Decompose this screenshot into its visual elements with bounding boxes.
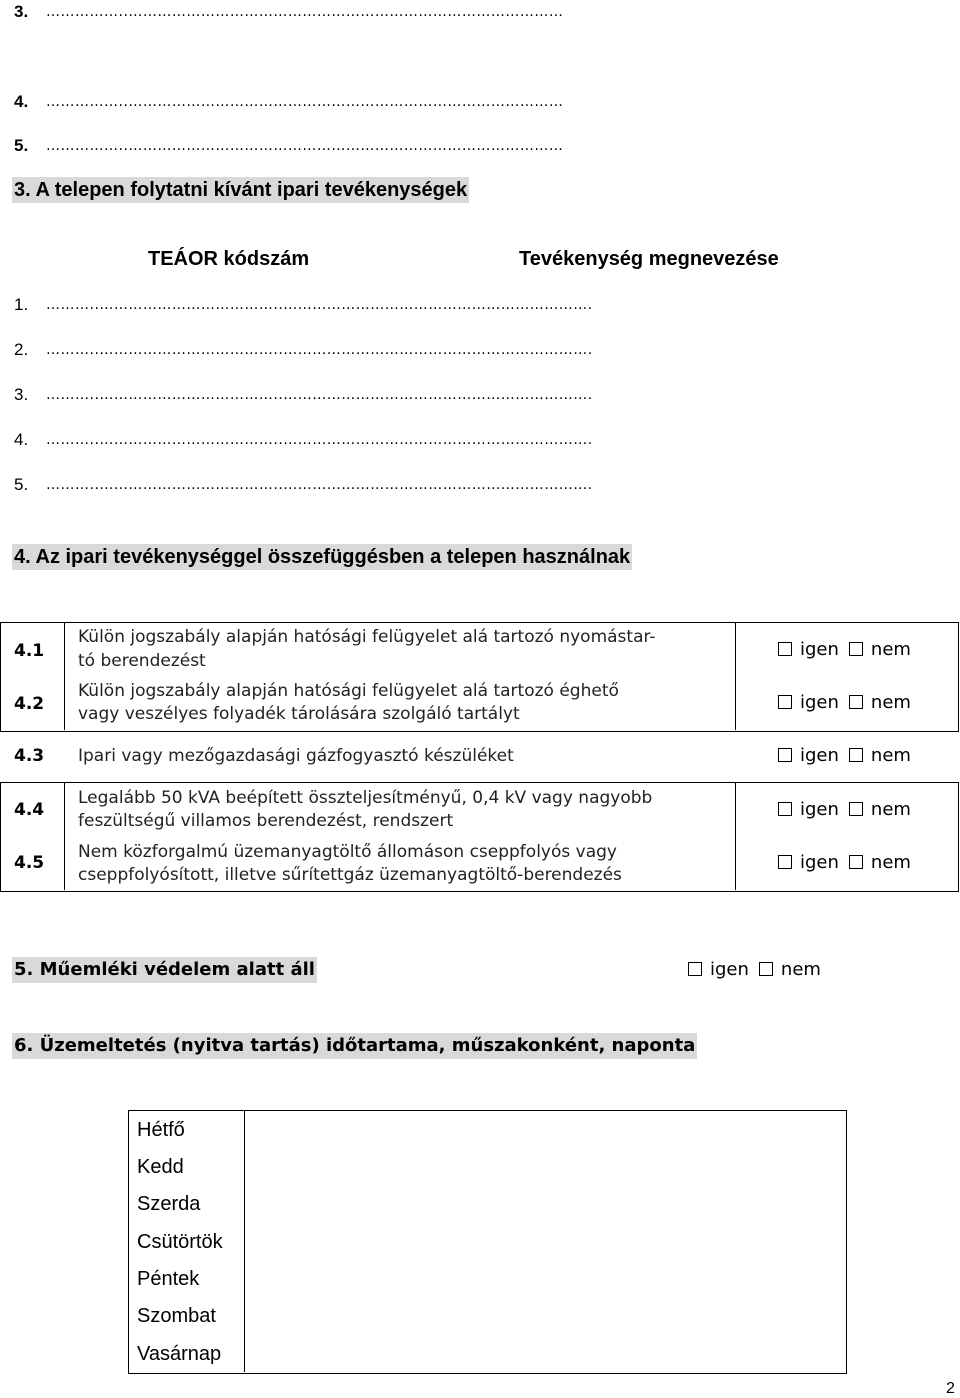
day-label: Péntek [137,1268,200,1290]
yes-no-choice: igen nem [688,959,821,980]
hours-input-sunday[interactable] [246,1336,844,1371]
hours-input-monday[interactable] [246,1112,844,1148]
item-text: Nem közforgalmú üzemanyagtöltő állomáson cseppfolyós vagy [78,842,617,862]
list-number: 4. [14,430,29,449]
yes-no-choice: igen nem [778,745,911,766]
item-number: 4.4 [14,800,45,820]
day-label: Hétfő [137,1119,185,1141]
section4-heading: 4. Az ipari tevékenységgel összefüggésben a telepen használnak [14,546,631,568]
yes-checkbox[interactable] [688,962,702,976]
activity-column-header: Tevékenység megnevezése [519,248,779,270]
day-label: Kedd [137,1156,184,1178]
hours-input-wednesday[interactable] [246,1186,844,1222]
list-dots: ……………..……………………………………………………………………………… [46,138,564,154]
yes-checkbox[interactable] [778,695,792,709]
item-text: Külön jogszabály alapján hatósági felügyelet alá tartozó nyomástar- [78,627,656,647]
item-text: tó berendezést [78,651,206,671]
page-number: 2 [946,1380,955,1397]
day-label: Vasárnap [137,1343,222,1365]
no-checkbox[interactable] [849,642,863,656]
item-number: 4.5 [14,853,45,873]
hours-input-friday[interactable] [246,1261,844,1297]
yes-no-choice: igen nem [778,799,911,820]
item-text: Legalább 50 kVA beépített összteljesítményű, 0,4 kV vagy nagyobb [78,788,653,808]
fill-in-line[interactable]: ………..………………………………..………………………………………………………. [46,387,593,403]
list-number: 5. [14,136,29,155]
fill-in-line[interactable]: ………..………………………………..………………………………………………………. [46,297,593,313]
yes-checkbox[interactable] [778,642,792,656]
no-checkbox[interactable] [849,802,863,816]
list-number: 3. [14,2,29,21]
fill-in-line[interactable]: ………..………………………………..………………………………………………………. [46,477,593,493]
no-checkbox[interactable] [849,695,863,709]
yes-no-choice: igen nem [778,852,911,873]
no-checkbox[interactable] [849,855,863,869]
item-text: Ipari vagy mezőgazdasági gázfogyasztó készüléket [78,746,514,766]
hours-input-thursday[interactable] [246,1224,844,1260]
teaor-column-header: TEÁOR kódszám [148,248,310,270]
item-number: 4.1 [14,641,45,661]
item-number: 4.3 [14,746,45,766]
day-label: Szombat [137,1305,216,1327]
item-text: Külön jogszabály alapján hatósági felügyelet alá tartozó éghető [78,681,619,701]
list-dots: ……………..……………………………………………………………………………… [46,4,564,20]
yes-no-choice: igen nem [778,639,911,660]
list-number: 2. [14,340,29,359]
item-number: 4.2 [14,694,45,714]
fill-in-line[interactable]: ………..………………………………..………………………………………………………. [46,432,593,448]
yes-checkbox[interactable] [778,855,792,869]
day-label: Csütörtök [137,1231,223,1253]
item-text: vagy veszélyes folyadék tárolására szolgáló tartályt [78,704,520,724]
list-number: 1. [14,295,29,314]
hours-input-saturday[interactable] [246,1298,844,1334]
section5-heading: 5. Műemléki védelem alatt áll [12,957,317,983]
yes-checkbox[interactable] [778,748,792,762]
item-text: feszültségű villamos berendezést, rendszert [78,811,454,831]
yes-no-choice: igen nem [778,692,911,713]
section6-heading: 6. Üzemeltetés (nyitva tartás) időtartama, műszakonként, naponta [12,1033,697,1059]
fill-in-line[interactable]: ………..………………………………..………………………………………………………. [46,342,593,358]
yes-checkbox[interactable] [778,802,792,816]
no-checkbox[interactable] [849,748,863,762]
day-label: Szerda [137,1193,201,1215]
list-dots: ……………..……………………………………………………………………………… [46,94,564,110]
item-text: cseppfolyósított, illetve sűrítettgáz üzemanyagtöltő-berendezés [78,865,622,885]
list-number: 3. [14,385,29,404]
no-checkbox[interactable] [759,962,773,976]
list-number: 5. [14,475,29,494]
section3-heading: 3. A telepen folytatni kívánt ipari tevékenységek [14,179,468,201]
list-number: 4. [14,92,29,111]
hours-input-tuesday[interactable] [246,1149,844,1185]
